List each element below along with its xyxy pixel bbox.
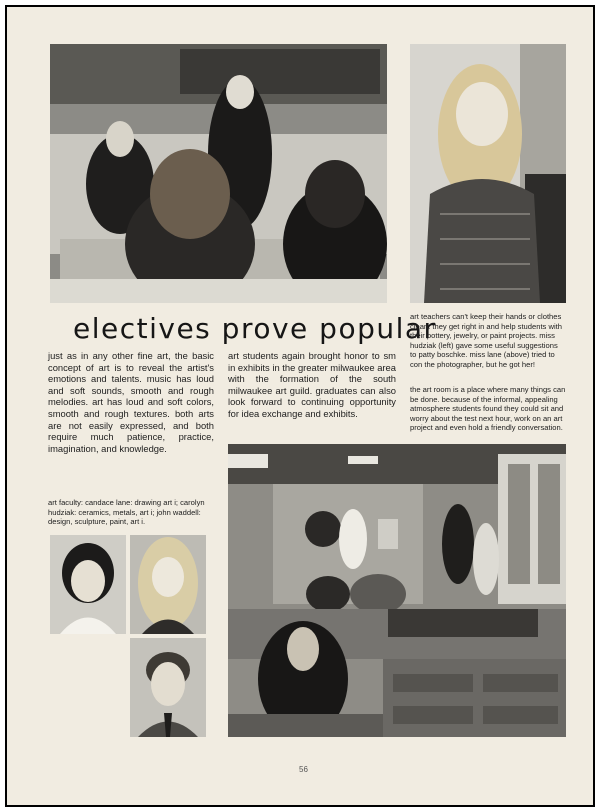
caption-faculty: art faculty: candace lane: drawing art i; carolyn hudziak: ceramics, metals, art i; john waddell: design, sculpture, paint, art i. [48, 498, 205, 526]
photo-faculty-candace-lane [50, 535, 126, 634]
photo-faculty-john-waddell [130, 638, 206, 737]
caption-art-room: the art room is a place where many things can be done. because of the informal, appealing atmosphere students found they could sit and worry about the test next hour, work on an art project and even hold a friendly conversation. [410, 385, 566, 432]
body-column-2: art students again brought honor to sm in exhibits in the greater milwaukee area with the formation of the south milwaukee art guild. graduates can also look forward to continuing opportunity for idea exchange and exhibits. [228, 350, 396, 419]
photo-teacher-portrait [410, 44, 566, 303]
photo-art-classroom [50, 44, 387, 303]
yearbook-page [5, 5, 595, 807]
page-number: 56 [299, 765, 308, 774]
photo-art-room [228, 444, 566, 737]
body-column-1: just as in any other fine art, the basic concept of art is to reveal the artist's emotions and talents. music has loud and soft sounds, smooth and rough melodies. art has loud and soft colors, smooth and rough textures. both arts are not easily expressed, and both require much patience, practice, imagination, and knowledge. [48, 350, 214, 454]
photo-faculty-carolyn-hudziak [130, 535, 206, 634]
headline: electives prove popular [73, 312, 437, 345]
caption-top-right: art teachers can't keep their hands or clothes clean. they get right in and help students with their pottery, jewelry, or paint projects. miss hudziak (left) gave some useful suggestions to patty boschke. miss lane (above) tried to con the photographer, but he got her! [410, 312, 562, 369]
